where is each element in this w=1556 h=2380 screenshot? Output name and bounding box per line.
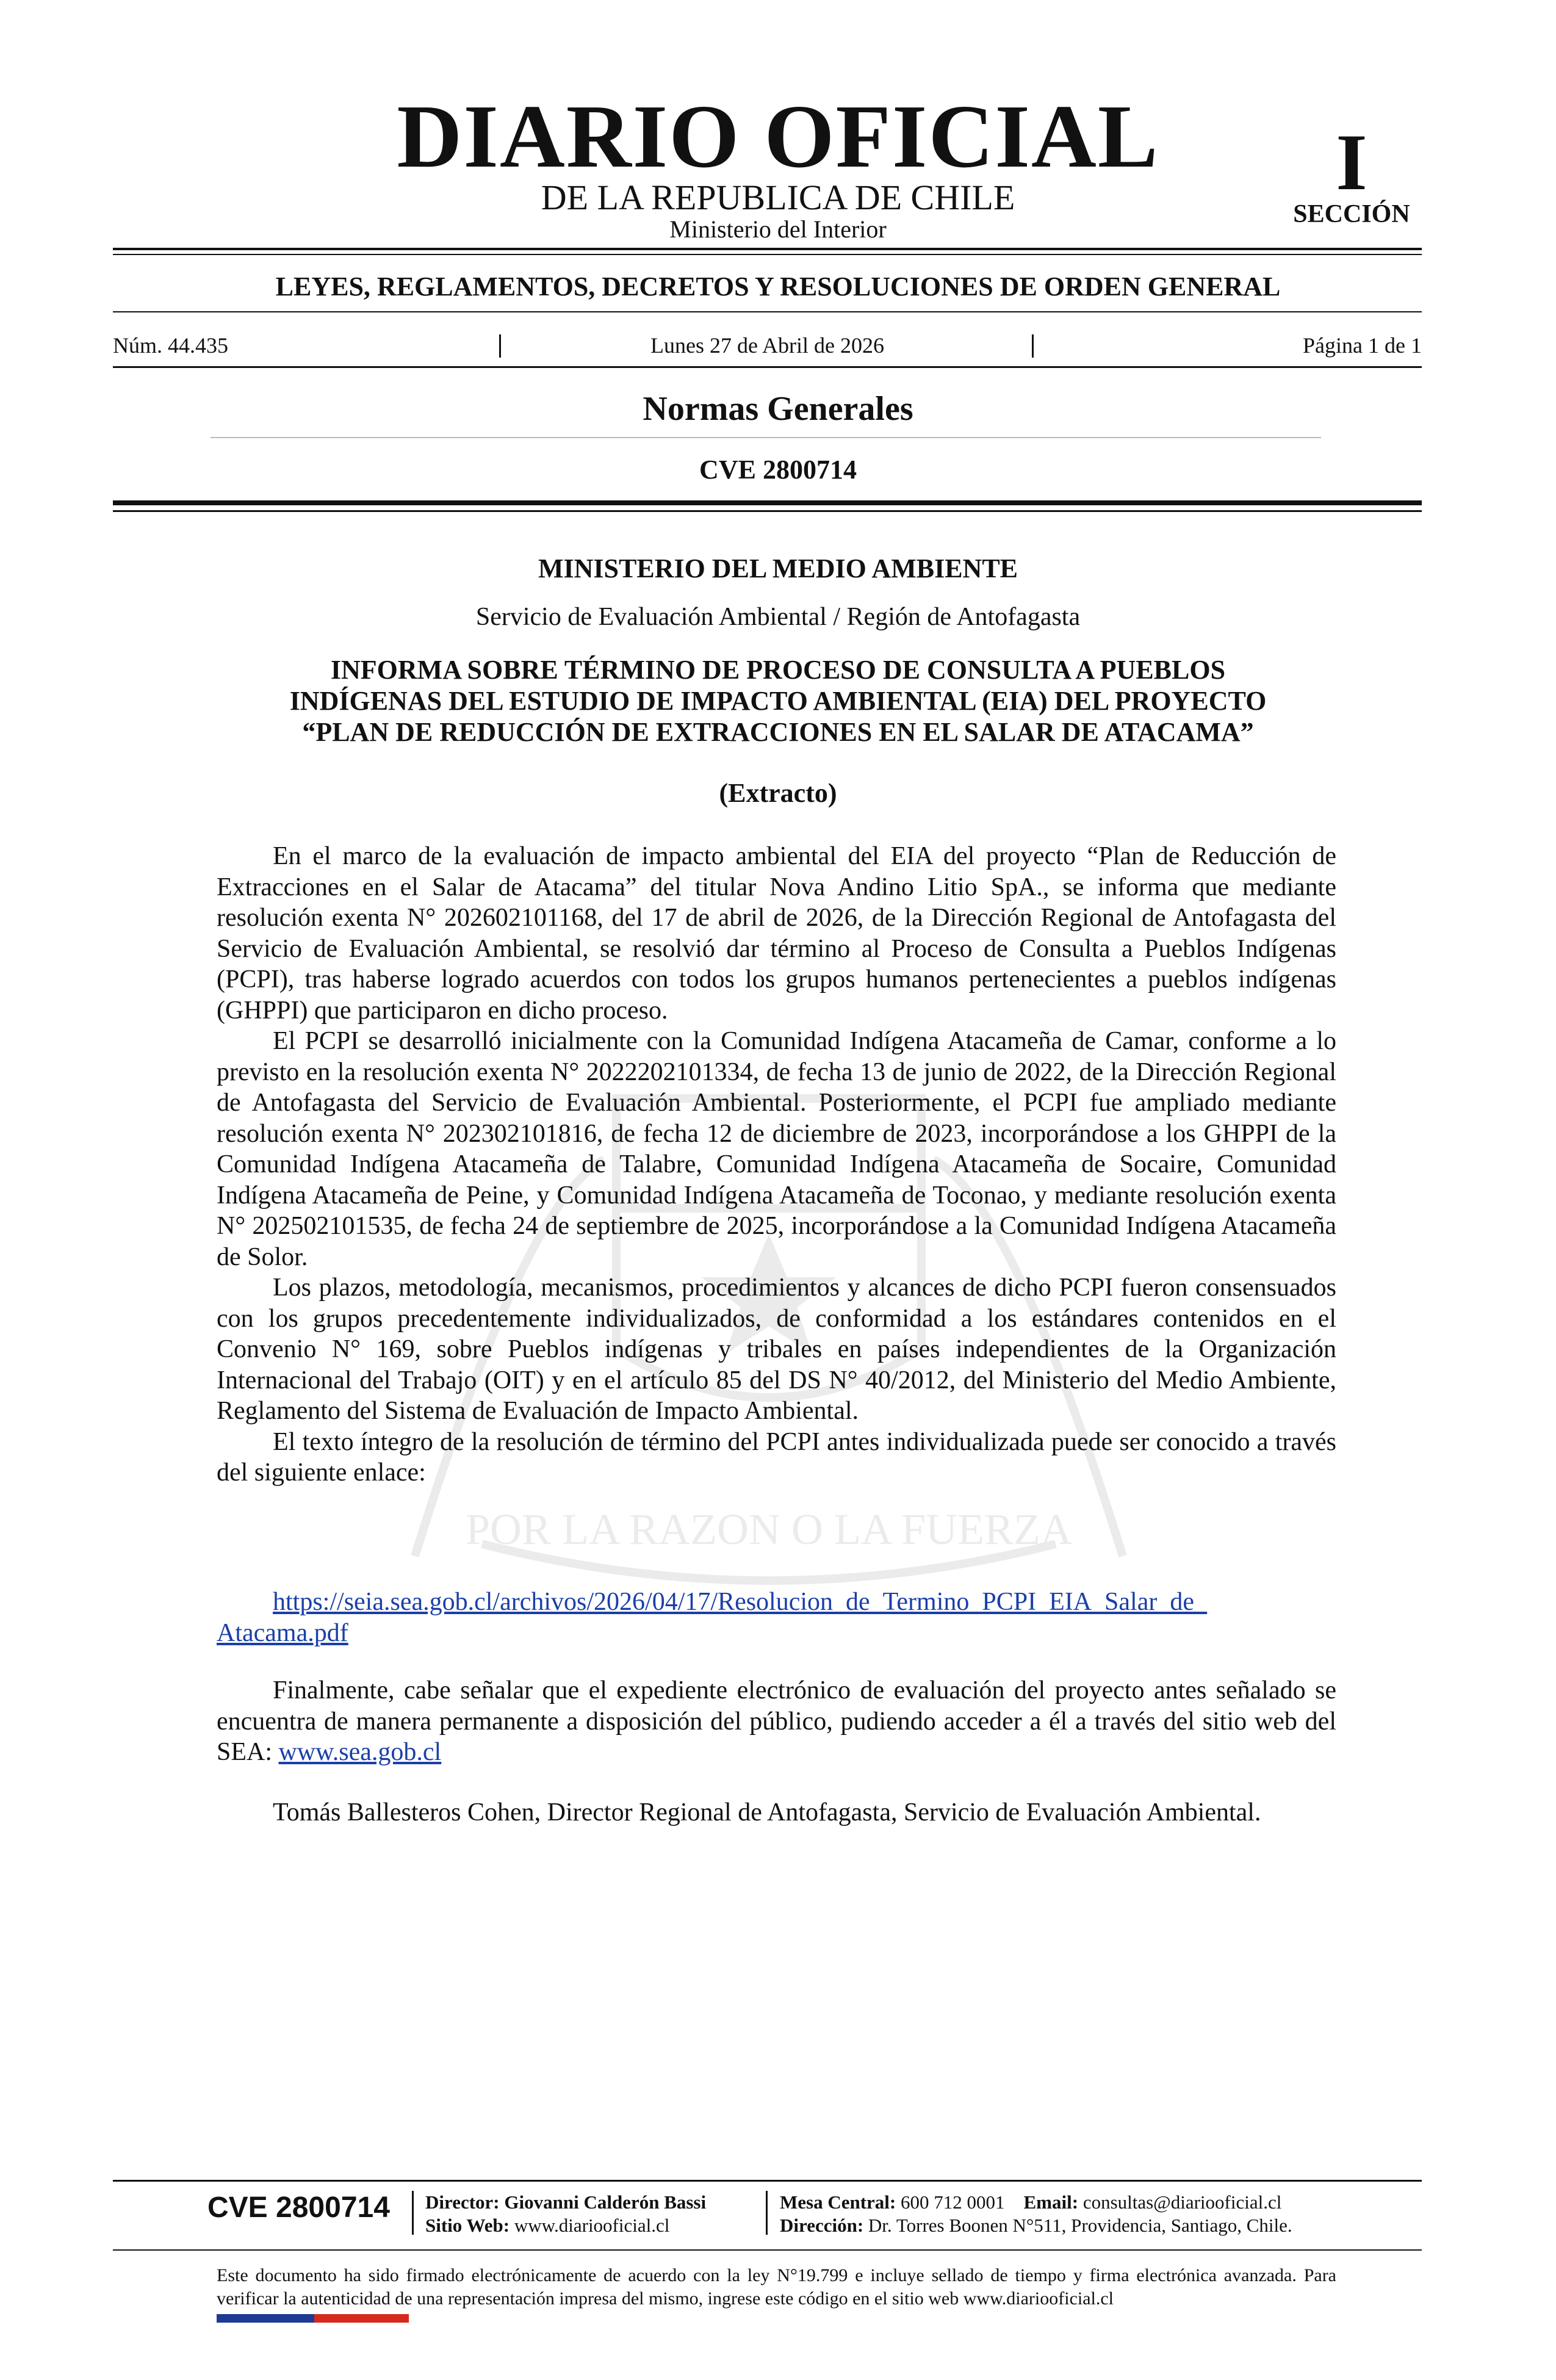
desk-label: Mesa Central:: [780, 2191, 896, 2213]
footer-rule-mid: [113, 2249, 1422, 2251]
issue-number: Núm. 44.435: [113, 333, 228, 358]
email-address[interactable]: consultas@diariooficial.cl: [1082, 2191, 1282, 2213]
sea-website-link[interactable]: www.sea.gob.cl: [278, 1738, 442, 1766]
info-separator: [499, 334, 501, 358]
body-paragraph: Los plazos, metodología, mecanismos, procedimientos y alcances de dicho PCPI fueron consensuados con los grupos precedentemente individualizados, de conformidad a los estándares contenidos en el Convenio N° 169, sobre Pueblos indígenas y tribales en países independientes de la Organización Internacional del Trabajo (OIT) y en el artículo 85 del DS N° 40/2012, del Ministerio del Medio Ambiente, Reglamento del Sistema de Evaluación de Impacto Ambiental.: [217, 1274, 1336, 1425]
director-name: Giovanni Calderón Bassi: [504, 2191, 707, 2213]
cve-code: CVE 2800714: [699, 455, 857, 485]
extract-label: (Extracto): [719, 778, 837, 808]
footer-rule-top: [113, 2180, 1422, 2182]
resolution-link-block: [217, 1587, 1336, 1648]
site-label: Sitio Web:: [425, 2215, 510, 2236]
title-line: INFORMA SOBRE TÉRMINO DE PROCESO DE CONSULTA A PUEBLOS: [330, 655, 1226, 685]
footer-contact-column: [780, 2191, 1292, 2237]
footer-cve: CVE 2800714: [207, 2191, 390, 2224]
email-label: Email:: [1023, 2191, 1079, 2213]
watermark-motto: POR LA RAZON O LA FUERZA: [465, 1505, 1073, 1554]
masthead-ministry: Ministerio del Interior: [669, 215, 887, 243]
header-rule-top-thin: [113, 254, 1422, 255]
footer-divider: [766, 2191, 768, 2235]
flag-stripe-blue: [217, 2314, 314, 2323]
category-line: LEYES, REGLAMENTOS, DECRETOS Y RESOLUCIONES DE ORDEN GENERAL: [275, 272, 1281, 301]
flag-stripe-red: [314, 2314, 409, 2323]
address-label: Dirección:: [780, 2215, 864, 2236]
cve-rule-thick: [113, 500, 1422, 505]
header-rule-top: [113, 248, 1422, 250]
section-label: SECCIÓN: [1293, 200, 1410, 228]
body-paragraph: El texto íntegro de la resolución de término del PCPI antes individualizada puede ser conocido a través del siguiente enlace:: [217, 1427, 1336, 1487]
signature-disclaimer: Este documento ha sido firmado electrónicamente de acuerdo con la ley N°19.799 e incluye sellado de tiempo y firma electrónica avanzada. Para verificar la autenticidad de una representación impresa del mismo, ingrese este código en el sitio web www.diariooficial.cl: [217, 2265, 1336, 2309]
masthead-subtitle: DE LA REPUBLICA DE CHILE: [541, 178, 1015, 217]
site-url[interactable]: www.diariooficial.cl: [514, 2215, 670, 2236]
document-title: [201, 654, 1355, 748]
title-line: INDÍGENAS DEL ESTUDIO DE IMPACTO AMBIENTAL (EIA) DEL PROYECTO: [289, 686, 1267, 716]
director-label: Director:: [425, 2191, 500, 2213]
final-paragraph: [217, 1675, 1336, 1768]
info-rule: [113, 366, 1422, 368]
final-text: Finalmente, cabe señalar que el expediente electrónico de evaluación del proyecto antes señalado se encuentra de manera permanente a disposición del público, pudiendo acceder a él a través del sitio web del SEA:: [217, 1676, 1336, 1766]
footer-divider: [412, 2191, 414, 2235]
desk-phone: 600 712 0001: [901, 2191, 1005, 2213]
footer-director-column: [425, 2191, 706, 2237]
document-body: [217, 841, 1336, 1488]
category-rule: [113, 311, 1422, 312]
page-indicator: Página 1 de 1: [1303, 333, 1422, 358]
info-separator: [1032, 334, 1034, 358]
section-heading: Normas Generales: [643, 390, 913, 428]
service-name: Servicio de Evaluación Ambiental / Región de Antofagasta: [475, 603, 1081, 631]
body-paragraph: En el marco de la evaluación de impacto ambiental del EIA del proyecto “Plan de Reducción de Extracciones en el Salar de Atacama” del titular Nova Andino Litio SpA., se informa que mediante resolución exenta N° 202602101168, del 17 de abril de 2026, de la Dirección Regional de Antofagasta del Servicio de Evaluación Ambiental, se resolvió dar término al Proceso de Consulta a Pueblos Indígenas (PCPI), tras haberse logrado acuerdos con todos los grupos humanos pertenecientes a pueblos indígenas (GHPPI) que participaron en dicho proceso.: [217, 842, 1336, 1025]
cve-rule-thin: [113, 510, 1422, 512]
final-paragraph-block: [217, 1675, 1336, 1768]
body-paragraph: El PCPI se desarrolló inicialmente con la Comunidad Indígena Atacameña de Camar, conforme a lo previsto en la resolución exenta N° 2022202101334, de fecha 13 de junio de 2022, de la Dirección Regional de Antofagasta del Servicio de Evaluación Ambiental. Posteriormente, el PCPI fue ampliado mediante resolución exenta N° 202302101816, de fecha 12 de diciembre de 2023, incorporándose a los GHPPI de la Comunidad Indígena Atacameña de Talabre, Comunidad Indígena Atacameña de Socaire, Comunidad Indígena Atacameña de Peine, y Comunidad Indígena Atacameña de Toconao, y mediante resolución exenta N° 202502101535, de fecha 24 de septiembre de 2025, incorporándose a la Comunidad Indígena Atacameña de Solor.: [217, 1027, 1336, 1271]
title-line: “PLAN DE REDUCCIÓN DE EXTRACCIONES EN EL SALAR DE ATACAMA”: [302, 717, 1254, 747]
ministry-name: MINISTERIO DEL MEDIO AMBIENTE: [538, 554, 1018, 583]
resolution-link[interactable]: https://seia.sea.gob.cl/archivos/2026/04/17/Resolucion_de_Termino_PCPI_EIA_Salar_de_: [273, 1588, 1207, 1616]
signature-block: [217, 1797, 1336, 1828]
issue-date: Lunes 27 de Abril de 2026: [650, 333, 884, 358]
signature: Tomás Ballesteros Cohen, Director Regional de Antofagasta, Servicio de Evaluación Ambiental.: [273, 1798, 1261, 1826]
resolution-link-continued[interactable]: Atacama.pdf: [217, 1618, 348, 1647]
section-number: I: [1336, 117, 1367, 207]
address: Dr. Torres Boonen N°511, Providencia, Santiago, Chile.: [868, 2215, 1292, 2236]
masthead-title: DIARIO OFICIAL: [397, 87, 1159, 187]
section-heading-rule: [211, 437, 1321, 438]
